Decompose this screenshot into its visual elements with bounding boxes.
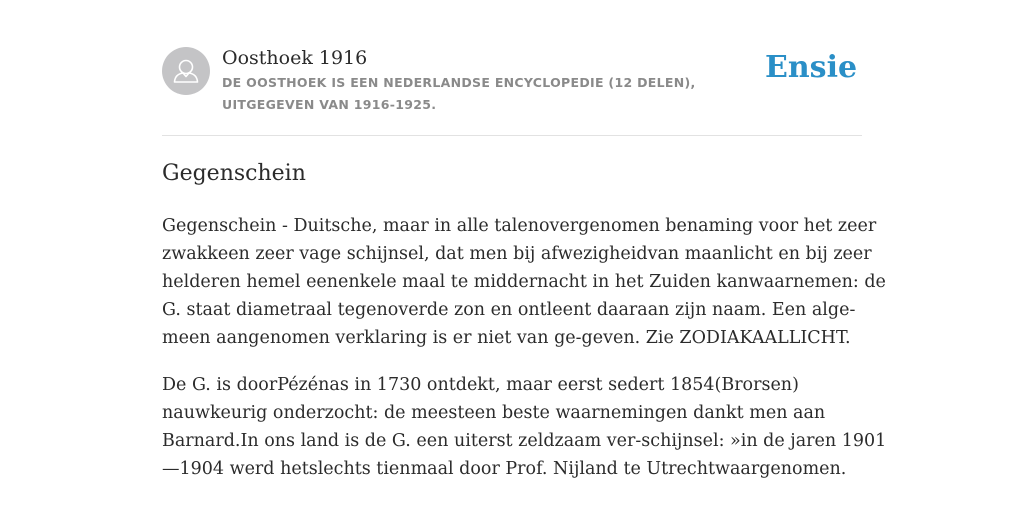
source-header [162,44,862,116]
brand-logo[interactable]: Ensie [765,50,858,85]
text-line: meen aangenomen verklaring is er niet van ge-geven. Zie ZODIAKAALLICHT. [162,328,851,348]
article-title: Gegenschein [162,161,306,186]
text-line: Gegenschein - Duitsche, maar in alle talenovergenomen benaming voor het zeer [162,216,877,236]
source-name[interactable]: Oosthoek 1916 [222,47,368,69]
text-line: —1904 werd hetslechts tienmaal door Prof. Nijland te Utrechtwaargenomen. [162,459,847,479]
article-paragraph [162,212,886,352]
text-line: De G. is doorPézénas in 1730 ontdekt, maar eerst sedert 1854(Brorsen) [162,375,799,395]
article-body [162,212,887,502]
text-line: G. staat diametraal tegenoverde zon en ontleent daaraan zijn naam. Een alge- [162,300,856,320]
text-line: Barnard.In ons land is de G. een uiterst zeldzaam ver-schijnsel: »in de jaren 1901 [162,431,887,451]
header-divider [162,135,862,136]
source-description: DE OOSTHOEK IS EEN NEDERLANDSE ENCYCLOPEDIE (12 DELEN), UITGEGEVEN VAN 1916-1925. [222,75,696,112]
text-line: nauwkeurig onderzocht: de meesteen beste waarnemingen dankt men aan [162,403,826,423]
user-icon [162,47,210,95]
text-line: zwakkeen zeer vage schijnsel, dat men bij afwezigheidvan maanlicht en bij zeer [162,244,872,264]
text-line: helderen hemel eenenkele maal te middernacht in het Zuiden kanwaarnemen: de [162,272,886,292]
avatar[interactable] [162,47,210,95]
article-paragraph [162,371,887,483]
